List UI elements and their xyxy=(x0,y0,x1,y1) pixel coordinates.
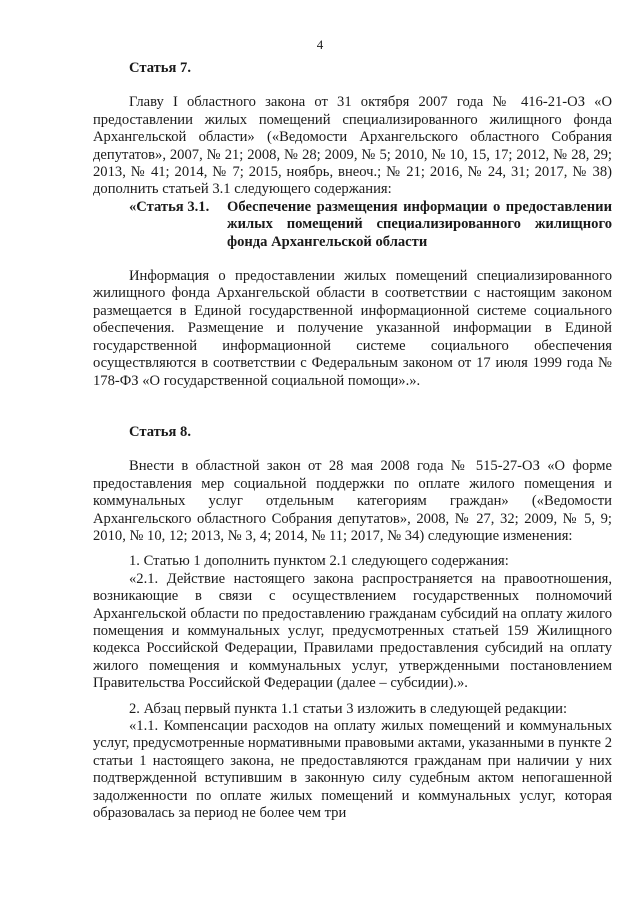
article-7-heading: Статья 7. xyxy=(129,60,191,76)
document-body xyxy=(93,60,612,822)
new-article-title: Обеспечение размещения информации о предоставлении жилых помещений специализированного жилищного фонда Архангельской области xyxy=(227,198,612,250)
article-8-heading: Статья 8. xyxy=(129,423,191,440)
article-7-intro: Главу I областного закона от 31 октября 2007 года № 416-21-ОЗ «О предоставлении жилых помещений специализированного жилищного фонда Архангельской области» («Ведомости Архангельского областного Собрания депутатов», 2007, № 21; 2008, № 28; 2009, № 5; 2010, № 10, 15, 17; 2012, № 28, 29; 2013, № 41; 2014, № 7; 2015, ноябрь, внеоч.; № 21; 2016, № 24, 31; 2017, № 38) дополнить статьей 3.1 следующего содержания: xyxy=(93,94,612,198)
article-8-intro: Внести в областной закон от 28 мая 2008 года № 515-27-ОЗ «О форме предоставления мер социальной поддержки по оплате жилого помещения и коммунальных услуг отдельным категориям граждан» («Ведомости Архангельского областного Собрания депутатов», 2008, № 27, 32; 2009, № 5, 9; 2010, № 10, 12; 2013, № 3, 4; 2014, № 11; 2017, № 34) следующие изменения: xyxy=(93,458,612,544)
new-article-number: «Статья 3.1. xyxy=(129,198,210,215)
item-1-text: «2.1. Действие настоящего закона распространяется на правоотношения, возникающие в связи с осуществлением государственных полномочий Архангельской области по предоставлению гражданам субсидий на оплату жилого помещения и коммунальных услуг, предусмотренных статьей 159 Жилищного кодекса Российской Федерации, Правилами предоставления субсидий на оплату жилого помещения и коммунальных услуг, утвержденными постановлением Правительства Российской Федерации (далее – субсидии).». xyxy=(93,570,612,692)
item-1-intro: 1. Статью 1 дополнить пунктом 2.1 следующего содержания: xyxy=(129,553,509,570)
new-article-body: Информация о предоставлении жилых помещений специализированного жилищного фонда Архангельской области в соответствии с настоящим законом размещается в Единой государственной информационной системе социального обеспечения. Размещение и получение указанной информации в Единой государственной информационной системе социального обеспечения осуществляются в соответствии с Федеральным законом от 17 июля 1999 года № 178-ФЗ «О государственной социальной помощи».». xyxy=(93,268,612,389)
new-article-header xyxy=(93,199,612,251)
item-2-intro: 2. Абзац первый пункта 1.1 статьи 3 изложить в следующей редакции: xyxy=(129,700,568,717)
page-number: 4 xyxy=(316,37,324,52)
item-2-text: «1.1. Компенсации расходов на оплату жилых помещений и коммунальных услуг, предусмотренные нормативными правовыми актами, указанными в пункте 2 статьи 1 настоящего закона, не предоставляются гражданам при наличии у них подтвержденной вступившим в законную силу судебным актом непогашенной задолженности по оплате жилых помещений и коммунальных услуг, которая образовалась за период не более чем три xyxy=(93,718,612,822)
